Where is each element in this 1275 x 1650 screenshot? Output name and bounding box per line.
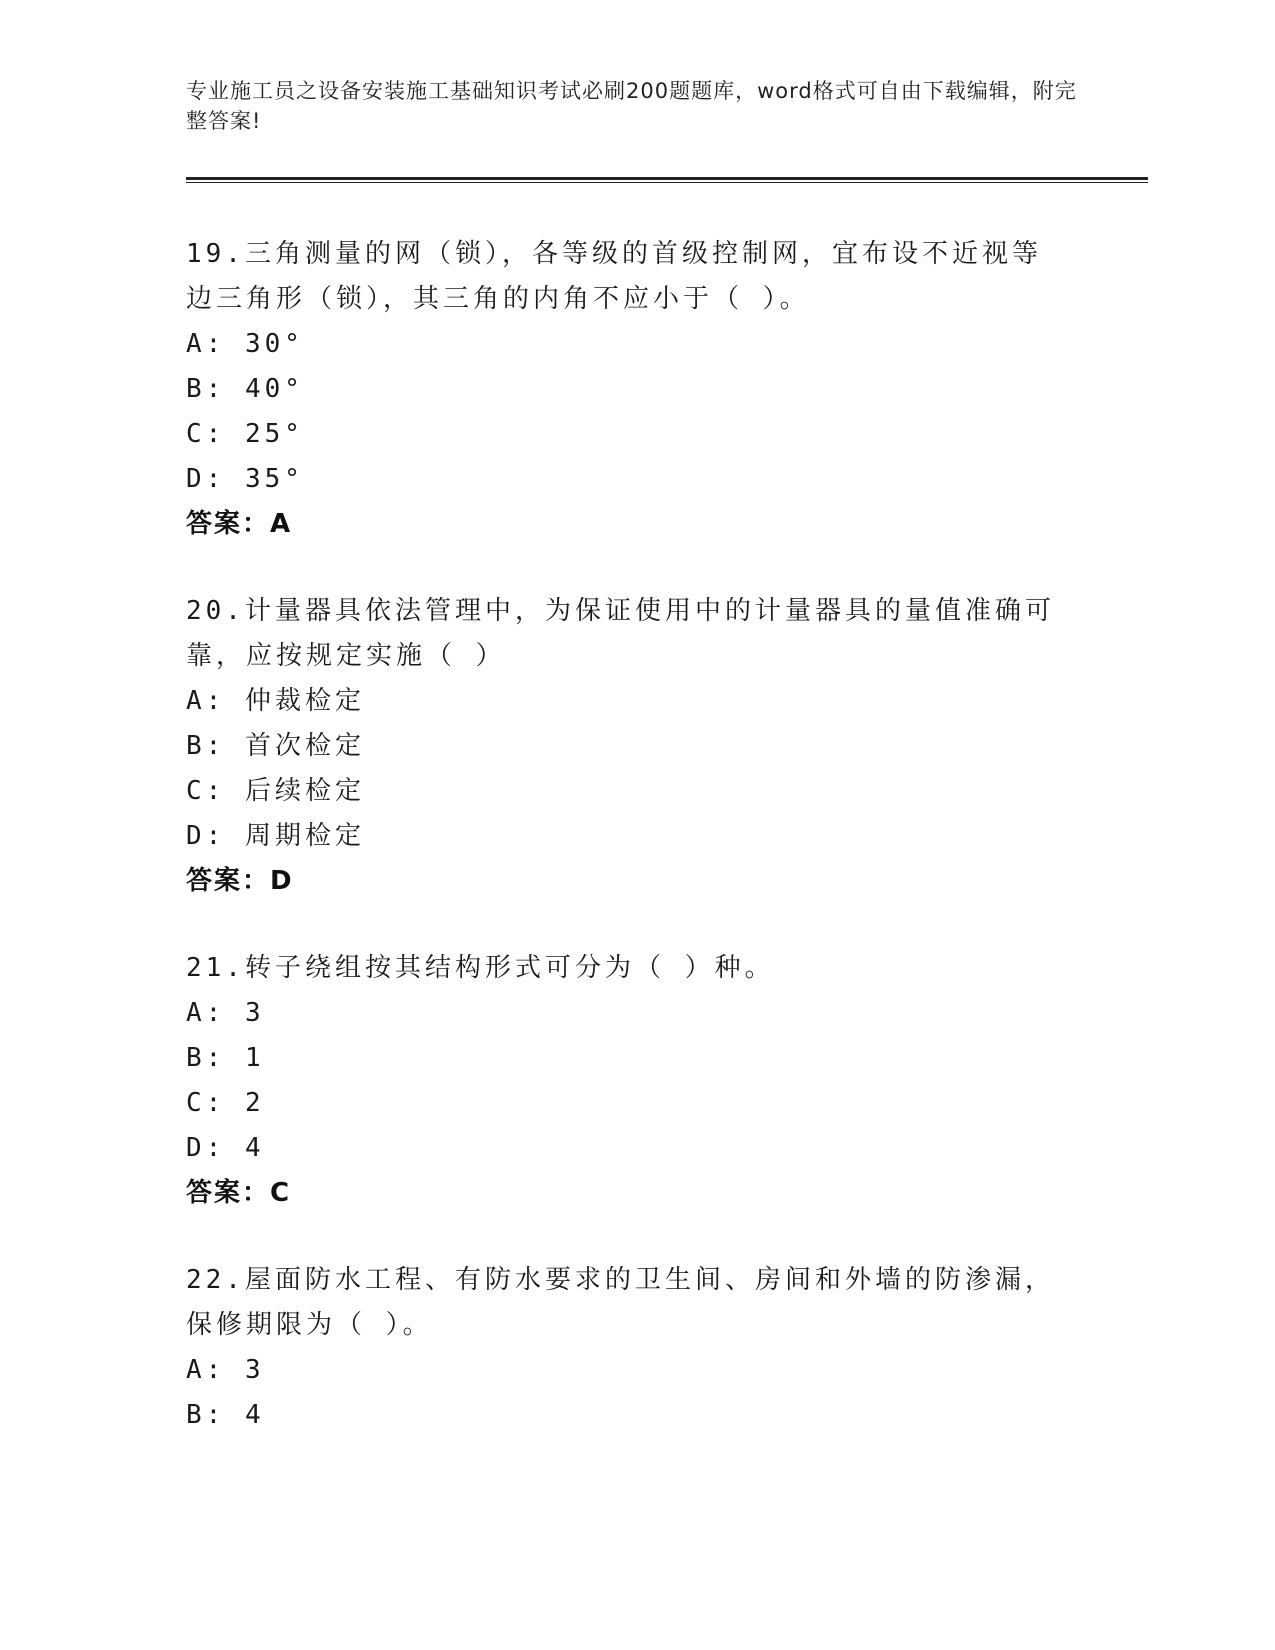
option-b: B: 40° — [186, 374, 304, 404]
question-22 — [186, 1258, 1066, 1438]
header-title: 专业施工员之设备安装施工基础知识考试必刷200题题库，word格式可自由下载编辑，附完整答案! — [186, 79, 1077, 133]
question-stem: 19.三角测量的网（锁），各等级的首级控制网，宜布设不近视等边三角形（锁），其三角的内角不应小于（ ）。 — [186, 239, 1042, 314]
header-divider-thick — [186, 177, 1148, 180]
header-divider-thin — [186, 182, 1148, 183]
option-c: C: 后续检定 — [186, 776, 365, 806]
answer: 答案：D — [186, 866, 294, 896]
question-stem: 21.转子绕组按其结构形式可分为（ ）种。 — [186, 953, 775, 983]
document-header — [186, 76, 1086, 136]
question-stem: 20.计量器具依法管理中，为保证使用中的计量器具的量值准确可靠，应按规定实施（ ） — [186, 596, 1055, 671]
option-b: B: 首次检定 — [186, 731, 365, 761]
option-c: C: 2 — [186, 1088, 265, 1118]
option-a: A: 30° — [186, 329, 304, 359]
option-d: D: 4 — [186, 1133, 265, 1163]
question-stem: 22.屋面防水工程、有防水要求的卫生间、房间和外墙的防渗漏，保修期限为（ ）。 — [186, 1265, 1055, 1340]
option-b: B: 1 — [186, 1043, 265, 1073]
option-a: A: 3 — [186, 1355, 265, 1385]
answer: 答案：C — [186, 1178, 292, 1208]
option-a: A: 3 — [186, 998, 265, 1028]
option-b: B: 4 — [186, 1400, 265, 1430]
option-c: C: 25° — [186, 419, 304, 449]
option-a: A: 仲裁检定 — [186, 686, 365, 716]
question-19 — [186, 232, 1066, 547]
answer: 答案：A — [186, 509, 293, 539]
question-20 — [186, 589, 1066, 904]
option-d: D: 周期检定 — [186, 821, 365, 851]
option-d: D: 35° — [186, 464, 304, 494]
question-21 — [186, 946, 1066, 1216]
